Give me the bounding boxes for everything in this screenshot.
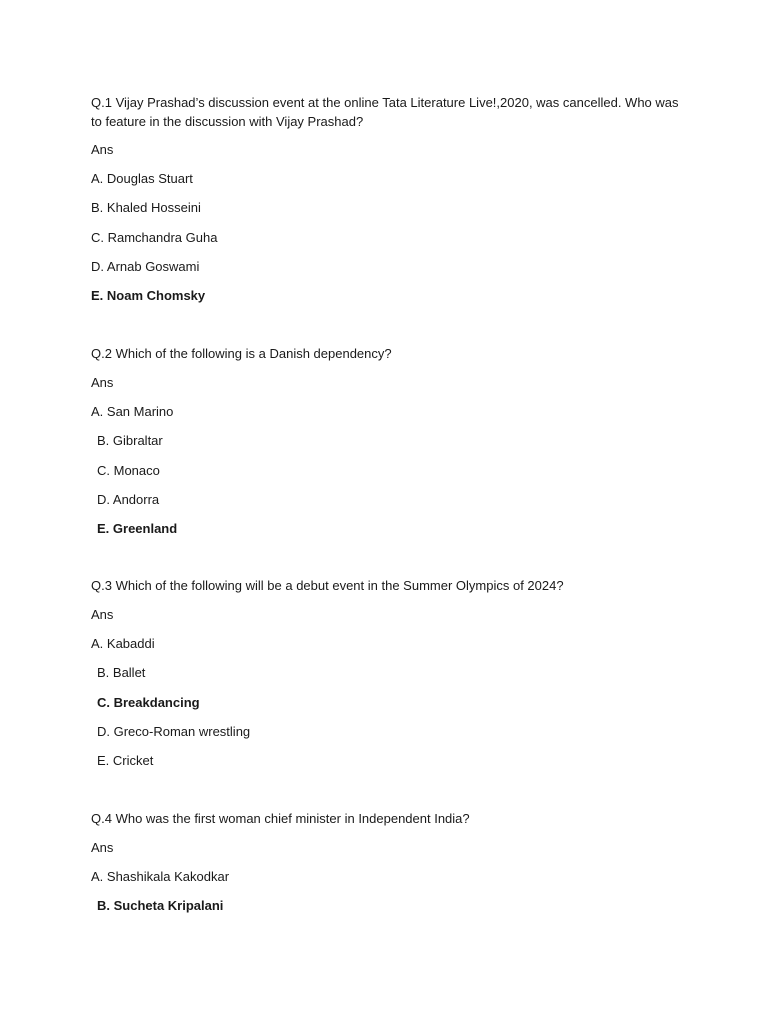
option-c: C. Ramchandra Guha	[91, 230, 218, 245]
option-c: C. Monaco	[97, 463, 160, 478]
question-text: Q.1 Vijay Prashad’s discussion event at the online Tata Literature Live!,2020, was cancelled. Who was to feature in the discussion with Vijay Prashad?	[91, 95, 679, 129]
option-b: B. Ballet	[97, 665, 146, 680]
ans-label: Ans	[91, 142, 114, 157]
ans-label: Ans	[91, 375, 114, 390]
question-text: Q.4 Who was the first woman chief minister in Independent India?	[91, 811, 470, 826]
option-e-correct: E. Noam Chomsky	[91, 288, 206, 303]
option-e: E. Cricket	[97, 753, 154, 768]
question-block-2	[91, 344, 691, 536]
option-a: A. San Marino	[91, 404, 174, 419]
question-text: Q.3 Which of the following will be a debut event in the Summer Olympics of 2024?	[91, 578, 564, 593]
option-a: A. Douglas Stuart	[91, 171, 193, 186]
question-block-4	[91, 809, 691, 913]
option-c-correct: C. Breakdancing	[97, 695, 200, 710]
option-b: B. Gibraltar	[97, 433, 163, 448]
option-a: A. Shashikala Kakodkar	[91, 869, 230, 884]
option-d: D. Andorra	[97, 492, 160, 507]
question-block-1	[91, 93, 691, 303]
option-d: D. Greco-Roman wrestling	[97, 724, 251, 739]
ans-label: Ans	[91, 840, 114, 855]
option-e-correct: E. Greenland	[97, 521, 178, 536]
option-a: A. Kabaddi	[91, 636, 155, 651]
option-b-correct: B. Sucheta Kripalani	[97, 898, 224, 913]
ans-label: Ans	[91, 607, 114, 622]
question-block-3	[91, 576, 691, 768]
option-d: D. Arnab Goswami	[91, 259, 200, 274]
option-b: B. Khaled Hosseini	[91, 200, 201, 215]
question-text: Q.2 Which of the following is a Danish dependency?	[91, 346, 392, 361]
